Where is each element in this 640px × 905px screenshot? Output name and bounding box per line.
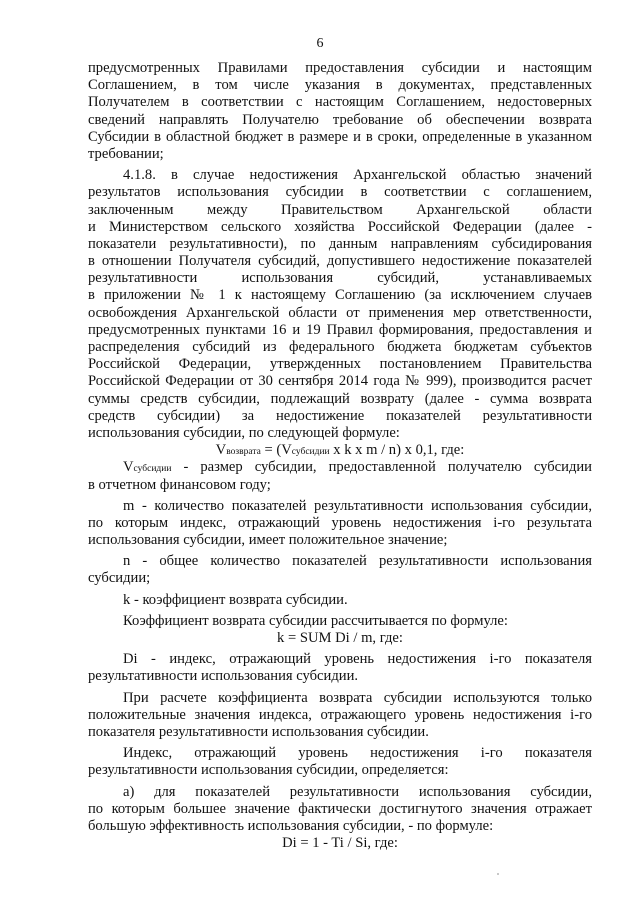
text-line: Vсубсидии - размер субсидии, предоставленной получателю субсидии bbox=[123, 459, 592, 476]
text-line: Российской Федерации, утвержденных постановлением Правительства bbox=[88, 356, 592, 373]
text-line: средств субсидии) за недостижение показателей результативности bbox=[88, 407, 592, 424]
text-line: по которым большее значение фактически достигнутого значения отражает bbox=[88, 800, 592, 817]
text-line: освобождения Архангельской области от применения мер ответственности, bbox=[88, 304, 592, 321]
definition-di bbox=[88, 651, 592, 685]
text-line: в отношении Получателя субсидий, допустившего недостижение показателей bbox=[88, 253, 592, 270]
text-line: большую эффективность использования субсидии, - по формуле: bbox=[88, 817, 494, 834]
text-line: Российской Федерации от 30 сентября 2014 года № 999), производится расчет bbox=[88, 373, 592, 390]
text-line: использования субсидии, имеет положительное значение; bbox=[88, 532, 448, 549]
text-line: Получателем в соответствии с настоящим Соглашением, недостоверных bbox=[88, 94, 592, 111]
text-line: результативности использования субсидии, определяется: bbox=[88, 762, 449, 779]
text-line: и Министерством сельского хозяйства Российской Федерации (далее - bbox=[88, 218, 592, 235]
text-line: Коэффициент возврата субсидии рассчитывается по формуле: bbox=[123, 612, 508, 629]
paragraph-k-intro bbox=[88, 613, 592, 630]
paragraph-return-requirement bbox=[88, 60, 592, 163]
text-line: n - общее количество показателей результативности использования bbox=[123, 553, 592, 570]
definition-k bbox=[88, 592, 592, 609]
text-line: субсидии; bbox=[88, 570, 151, 587]
paragraph-index-definition bbox=[88, 745, 592, 779]
text-line: а) для показателей результативности использования субсидии, bbox=[123, 783, 592, 800]
text-line: результатов использования субсидии в соответствии с соглашением, bbox=[88, 184, 592, 201]
paragraph-case-a bbox=[88, 784, 592, 836]
text-line: предусмотренных Правилами предоставления субсидии и настоящим bbox=[88, 60, 592, 76]
paragraph-4-1-8 bbox=[88, 167, 592, 442]
text-line: k - коэффициент возврата субсидии. bbox=[123, 591, 348, 608]
definition-m bbox=[88, 498, 592, 550]
text-line: Di - индекс, отражающий уровень недостижения i-го показателя bbox=[123, 651, 592, 668]
definition-n bbox=[88, 553, 592, 587]
scan-speck bbox=[497, 873, 499, 875]
definition-v-subsidy bbox=[88, 459, 592, 493]
text-line: по которым индекс, отражающий уровень недостижения i-го результата bbox=[88, 514, 592, 531]
formula-return-amount: Vвозврата = (Vсубсидии x k x m / n) x 0,1, где: bbox=[215, 442, 465, 459]
text-line: положительные значения индекса, отражающего уровень недостижения i-го bbox=[88, 706, 592, 723]
paragraph-positive-values bbox=[88, 690, 592, 742]
text-line: результативности использования субсидий, устанавливаемых bbox=[88, 270, 592, 287]
text-line: заключенным между Правительством Архангельской области bbox=[88, 201, 592, 218]
text-line: распределения субсидий из федерального бюджета бюджетам субъектов bbox=[88, 339, 592, 355]
document-body bbox=[88, 60, 592, 852]
text-line: показатели результативности), по данным направлениям субсидирования bbox=[88, 235, 592, 252]
text-line: сведений направлять Получателю требование об обеспечении возврата bbox=[88, 111, 592, 128]
text-line: m - количество показателей результативности использования субсидии, bbox=[123, 497, 592, 514]
text-line: предусмотренных пунктами 16 и 19 Правил формирования, предоставления и bbox=[88, 321, 592, 338]
text-line: в отчетном финансовом году; bbox=[88, 476, 271, 493]
page-number: 6 bbox=[316, 36, 324, 51]
formula-k: k = SUM Di / m, где: bbox=[277, 630, 403, 646]
formula-di: Di = 1 - Ti / Si, где: bbox=[282, 835, 398, 852]
text-line: результативности использования субсидии. bbox=[88, 668, 359, 685]
text-line: Соглашением, в том числе указания в документах, представленных bbox=[88, 77, 592, 94]
text-line: использования субсидии, по следующей формуле: bbox=[88, 424, 400, 441]
text-line: требовании; bbox=[88, 145, 164, 162]
text-line: При расчете коэффициента возврата субсидии используются только bbox=[123, 689, 592, 706]
text-line: суммы средств субсидии, подлежащий возврату (далее - сумма возврата bbox=[88, 390, 592, 407]
text-line: показателя результативности использования субсидии. bbox=[88, 723, 429, 740]
text-line: Индекс, отражающий уровень недостижения i-го показателя bbox=[123, 745, 592, 762]
text-line: 4.1.8. в случае недостижения Архангельской областью значений bbox=[123, 167, 592, 184]
text-line: Субсидии в областной бюджет в размере и в сроки, определенные в указанном bbox=[88, 128, 592, 145]
text-line: в приложении № 1 к настоящему Соглашению (за исключением случаев bbox=[88, 287, 592, 304]
